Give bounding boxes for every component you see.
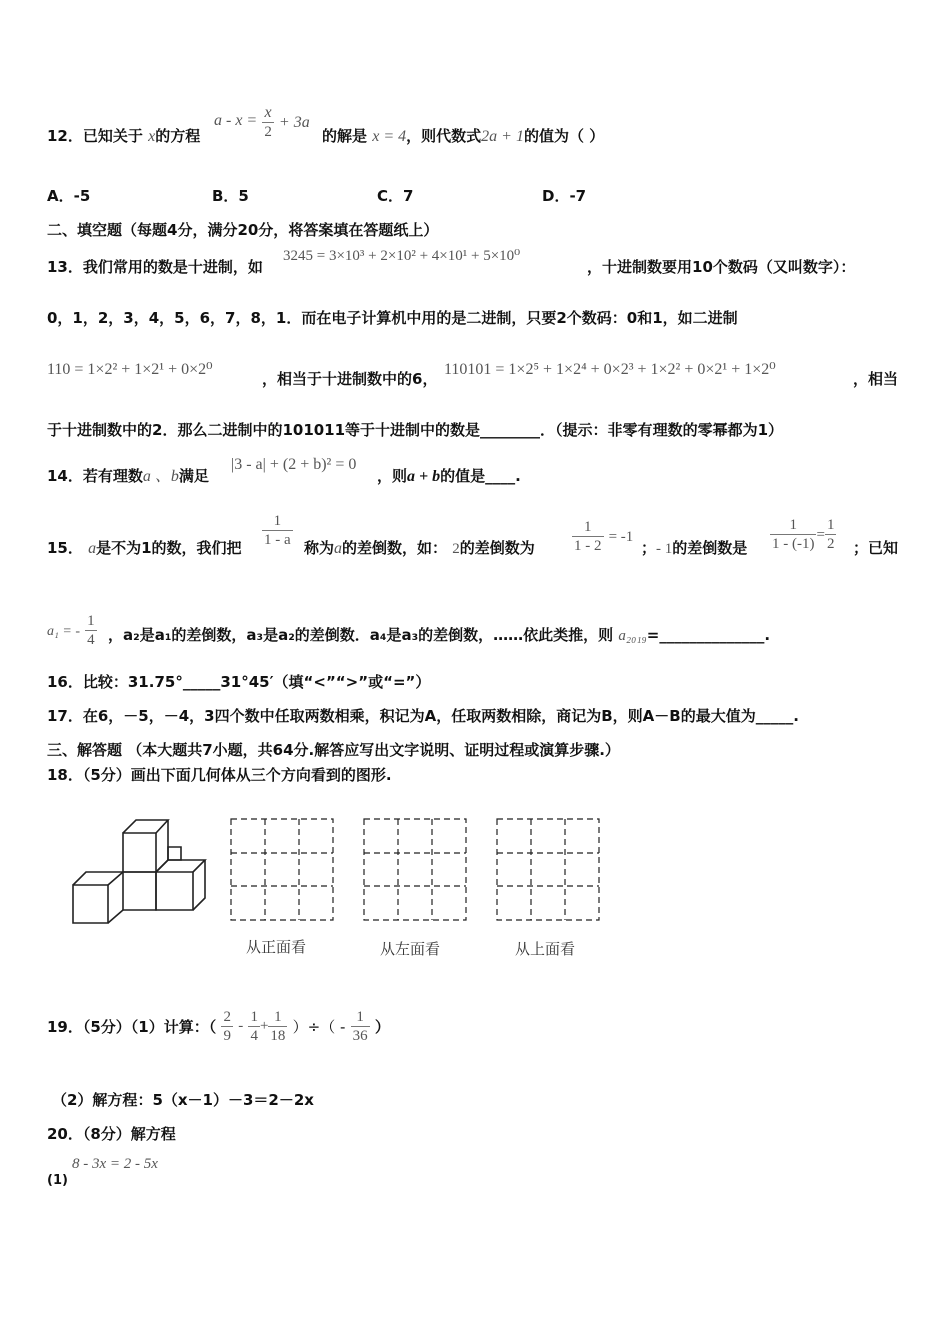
q13-number: 13． bbox=[47, 258, 83, 276]
q12-solution: x = 4 bbox=[372, 128, 407, 145]
q19-f2-den: 4 bbox=[250, 1028, 258, 1044]
q12-text-1: 已知关于 bbox=[82, 127, 143, 145]
q13-line-4: 于十进制数中的2．那么二进制中的101011等于十进制中的数是________．（提示：非零有理数的零幂都为1） bbox=[47, 421, 784, 439]
q15-f2-num: 1 bbox=[572, 518, 604, 537]
q15-f4-num: 1 bbox=[826, 517, 835, 533]
left-cube-edge bbox=[108, 872, 123, 885]
q12-line-tail bbox=[322, 126, 604, 147]
q19-f2-num: 1 bbox=[250, 1009, 258, 1025]
q13-formula-3: 110101 = 1×2⁵ + 1×2⁴ + 0×2³ + 1×2² + 0×2¹ + 1×2⁰ bbox=[444, 361, 776, 378]
q19-text-2: ）÷（ - bbox=[292, 1018, 346, 1036]
q15-a1-def bbox=[47, 612, 97, 649]
q19-part-2: （2）解方程：5（x－1）－3＝2－2x bbox=[52, 1091, 314, 1109]
q19-f3-den: 18 bbox=[270, 1028, 286, 1044]
q14-line-tail bbox=[377, 466, 521, 487]
section-3-heading: 三、解答题 （本大题共7小题，共64分.解答应写出文字说明、证明过程或演算步骤.） bbox=[47, 741, 620, 759]
q18-grid-front bbox=[230, 818, 334, 922]
q19-text-3: ） bbox=[374, 1018, 390, 1036]
q14-text-2: 满足 bbox=[178, 467, 209, 485]
q15-text-6: 的差倒数是 bbox=[672, 539, 748, 557]
q15-a1-num: 1 bbox=[87, 613, 95, 629]
q19-f4-den: 36 bbox=[352, 1028, 368, 1044]
top-cube-front bbox=[123, 833, 156, 872]
section-2-heading: 二、填空题（每题4分，满分20分，将答案填在答题纸上） bbox=[47, 221, 439, 239]
q20-line: 20．（8分）解方程 bbox=[47, 1125, 176, 1143]
left-cube-bottom-edge bbox=[108, 910, 123, 923]
q19-f1-den: 9 bbox=[223, 1028, 231, 1044]
q15-frac-2 bbox=[572, 518, 604, 555]
q15-two: 2 bbox=[452, 541, 460, 557]
q15-frac-4 bbox=[825, 516, 837, 553]
q19-f3-num: 1 bbox=[268, 1008, 287, 1027]
q19-f1-num: 2 bbox=[223, 1009, 231, 1025]
caption-top-view: 从上面看 bbox=[515, 940, 576, 958]
q19-frac-1 bbox=[221, 1008, 233, 1045]
q12-line bbox=[47, 126, 200, 147]
caption-left-view: 从左面看 bbox=[380, 940, 441, 958]
q15-a1-label: a₁ = - bbox=[47, 624, 80, 639]
bottom-cube-mid bbox=[123, 872, 156, 910]
back-cube-top bbox=[168, 847, 181, 860]
q12-eq-num: x bbox=[262, 104, 274, 123]
q14-line bbox=[47, 466, 209, 487]
q17-line: 17．在6，－5，－4，3四个数中任取两数相乘，积记为A，任取两数相除，商记为B，则A－B的最大值为_____. bbox=[47, 707, 799, 725]
q16-line: 16．比较：31.75°_____31°45′（填“<”“>”或“=”） bbox=[47, 673, 431, 691]
q15-f2-val: = -1 bbox=[608, 529, 634, 545]
q18-grid-top bbox=[496, 818, 600, 922]
q19-line bbox=[47, 1008, 390, 1045]
q12-text-4: ，则代数式 bbox=[406, 127, 482, 145]
q15-frac-3 bbox=[770, 516, 816, 553]
top-cube-top bbox=[123, 820, 168, 833]
q15-f4-den: 2 bbox=[826, 536, 835, 552]
bottom-cube-right bbox=[156, 872, 193, 910]
q15-line-1 bbox=[47, 538, 242, 559]
q14-number: 14． bbox=[47, 467, 83, 485]
q20-part-1-eq: 8 - 3x = 2 - 5x bbox=[72, 1156, 158, 1172]
q18-line: 18．（5分）画出下面几何体从三个方向看到的图形. bbox=[47, 766, 392, 784]
q14-expr: a + b bbox=[407, 468, 441, 485]
q12-eq-den: 2 bbox=[264, 124, 272, 140]
q15-text-5: ； bbox=[641, 539, 657, 557]
q18-grid-left bbox=[363, 818, 467, 922]
q14-vars: a 、b bbox=[142, 468, 179, 485]
q13-line-1 bbox=[47, 257, 263, 277]
q14-condition: |3 - a| + (2 + b)² = 0 bbox=[231, 456, 357, 473]
q15-text-2: 称为 bbox=[304, 539, 335, 557]
q20-part-1-label: (1) bbox=[47, 1173, 68, 1188]
q12-eq-right: + 3a bbox=[278, 114, 310, 131]
q13-text-3: ，相当于十进制数中的6， bbox=[262, 370, 438, 388]
q15-text-1: 是不为1的数，我们把 bbox=[96, 539, 242, 557]
q15-a2019: a₂₀₁₉ bbox=[618, 628, 647, 644]
q19-f4-num: 1 bbox=[351, 1008, 370, 1027]
right-cube-side bbox=[193, 860, 205, 910]
q15-text-8: ，a₂是a₁的差倒数，a₃是a₂的差倒数．a₄是a₃的差倒数，……依此类推，则 bbox=[108, 626, 614, 644]
q15-fraction-1 bbox=[262, 512, 293, 549]
q15-line-1b bbox=[304, 538, 535, 559]
q15-frac-1 bbox=[262, 512, 293, 549]
q15-f3-num: 1 bbox=[770, 516, 816, 535]
q12-var-x: x bbox=[148, 128, 156, 145]
q15-minus-one: - 1 bbox=[656, 541, 673, 557]
q15-f2-den: 1 - 2 bbox=[574, 538, 602, 554]
q15-number: 15． bbox=[47, 539, 83, 557]
q15-line-2 bbox=[108, 625, 770, 646]
q15-a1-frac bbox=[85, 612, 97, 649]
q15-fraction-2 bbox=[572, 518, 633, 555]
q15-var-a: a bbox=[88, 540, 97, 557]
q13-text-2: ，十进制数要用10个数码（又叫数字）： bbox=[587, 258, 856, 276]
q18-solid-figure bbox=[68, 815, 218, 930]
q12-option-b: B．5 bbox=[212, 187, 249, 205]
q15-line-1c bbox=[641, 538, 747, 559]
q15-f3-den: 1 - (-1) bbox=[772, 536, 815, 552]
q19-plus: + bbox=[259, 1018, 269, 1034]
q15-f1-den: 1 - a bbox=[264, 532, 291, 548]
q13-formula-1: 3245 = 3×10³ + 2×10² + 4×10¹ + 5×10⁰ bbox=[283, 248, 521, 264]
q14-text-4: 的值是____. bbox=[440, 467, 521, 485]
q15-var-a-2: a bbox=[334, 540, 343, 557]
q12-text-5: 的值为（ ） bbox=[523, 127, 605, 145]
q12-eq-fraction bbox=[262, 104, 274, 141]
q12-option-a: A．-5 bbox=[47, 187, 91, 205]
q15-fraction-3 bbox=[770, 516, 836, 553]
q12-equation bbox=[214, 104, 310, 141]
q15-text-9: =______________. bbox=[646, 626, 771, 644]
q15-eq: = bbox=[816, 527, 825, 543]
q19-minus: - bbox=[238, 1018, 244, 1034]
q12-number: 12． bbox=[47, 127, 83, 145]
caption-front-view: 从正面看 bbox=[246, 938, 307, 956]
q12-option-c: C．7 bbox=[377, 187, 414, 205]
q13-text-4: ，相当 bbox=[853, 370, 899, 388]
q12-option-d: D．-7 bbox=[542, 187, 587, 205]
q19-frac-3 bbox=[268, 1008, 287, 1045]
top-cube-side bbox=[156, 820, 168, 872]
q13-line-2: 0，1，2，3，4，5，6，7，8，1．而在电子计算机中用的是二进制，只要2个数码：0和1，如二进制 bbox=[47, 309, 738, 327]
q14-text-3: ，则 bbox=[377, 467, 408, 485]
q15-f1-num: 1 bbox=[262, 512, 293, 531]
q13-formula-2: 110 = 1×2² + 1×2¹ + 0×2⁰ bbox=[47, 361, 213, 378]
q12-text-2: 的方程 bbox=[155, 127, 201, 145]
bottom-cube-left bbox=[73, 885, 108, 923]
right-cube-top bbox=[156, 860, 205, 872]
q15-text-3: 的差倒数，如： bbox=[342, 539, 448, 557]
q12-eq-left: a - x = bbox=[214, 112, 258, 129]
q19-text-1: 19．（5分）（1）计算：（ bbox=[47, 1018, 217, 1036]
q12-expr: 2a + 1 bbox=[481, 128, 524, 145]
q14-text-1: 若有理数 bbox=[82, 467, 143, 485]
q13-text-1: 我们常用的数是十进制，如 bbox=[82, 258, 263, 276]
q15-text-4: 的差倒数为 bbox=[459, 539, 535, 557]
q15-text-7: ；已知 bbox=[853, 539, 899, 557]
q15-a1-den: 4 bbox=[87, 632, 95, 648]
q19-frac-2 bbox=[248, 1008, 260, 1045]
q12-text-3: 的解是 bbox=[322, 127, 368, 145]
q19-frac-4 bbox=[351, 1008, 370, 1045]
